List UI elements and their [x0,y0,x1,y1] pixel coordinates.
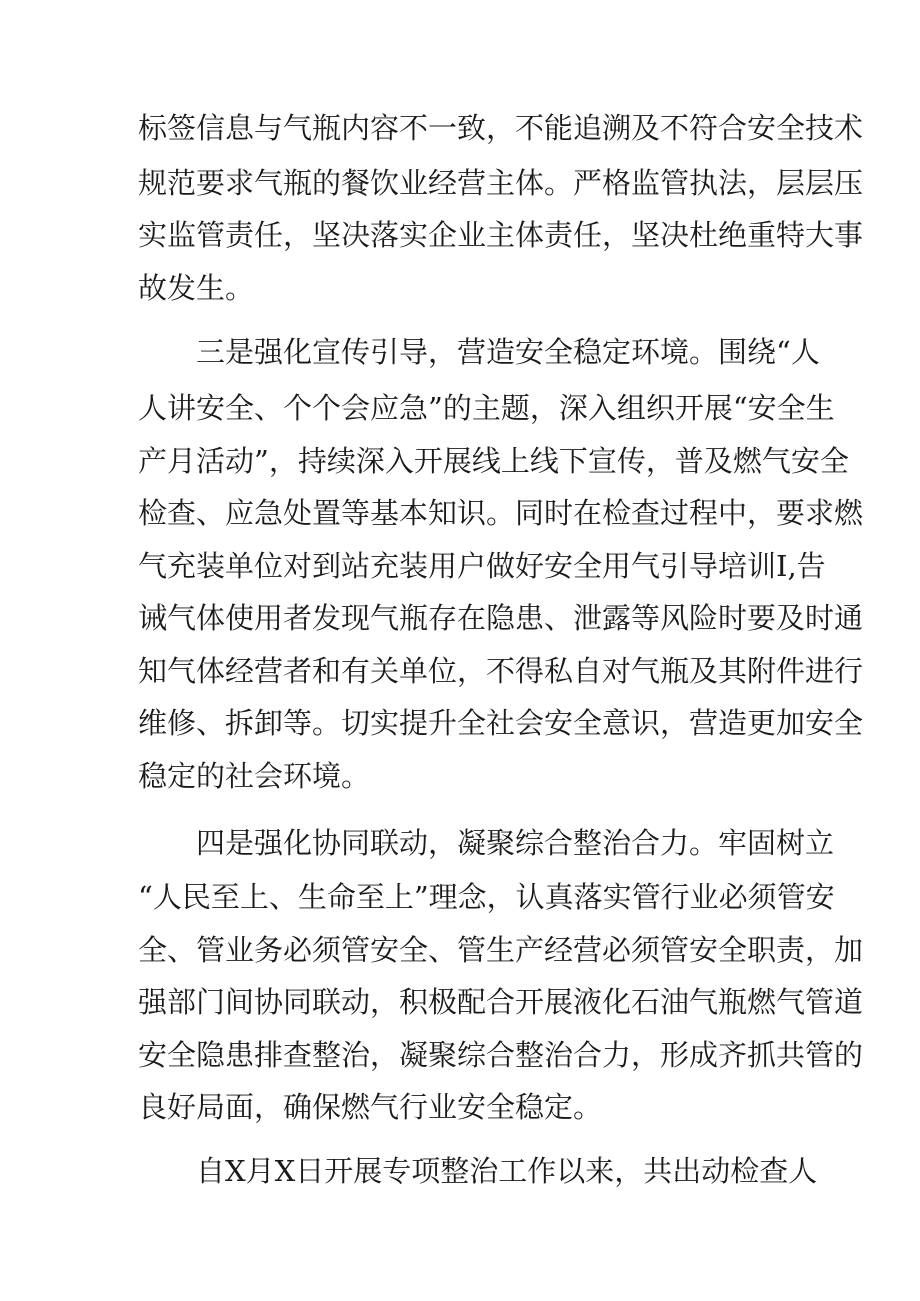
text-line: 强部门间协同联动，积极配合开展液化石油气瓶燃气管道 [138,985,864,1019]
text-line: 故发生。 [138,271,255,305]
text-line: 人讲安全、个个会应急”的主题，深入组织开展“安全生 [138,391,835,425]
text-line: 全、管业务必须管安全、管生产经营必须管安全职责，加 [138,933,864,967]
text-line: 良好局面，确保燃气行业安全稳定。 [138,1090,603,1124]
text-line: 知气体经营者和有关单位，不得私自对气瓶及其附件进行 [138,654,864,688]
text-line: 实监管责任，坚决落实企业主体责任，坚决杜绝重特大事 [138,218,864,252]
text-line: 产月活动”，持续深入开展线上线下宣传，普及燃气安全 [138,444,849,478]
text-line: “人民至上、生命至上”理念，认真落实管行业必须管安 [138,880,835,914]
text-line: 自X月X日开展专项整治工作以来，共出动检查人 [196,1154,818,1188]
text-line: 安全隐患排查整治，凝聚综合整治合力，形成齐抓共管的 [138,1038,864,1072]
text-line: 诫气体使用者发现气瓶存在隐患、泄露等风险时要及时通 [138,601,864,635]
text-line: 稳定的社会环境。 [138,759,371,793]
text-line: 三是强化宣传引导，营造安全稳定环境。围绕“人 [196,335,820,369]
text-line: 标签信息与气瓶内容不一致，不能追溯及不符合安全技术 [138,111,864,145]
text-line: 维修、拆卸等。切实提升全社会安全意识，营造更加安全 [138,706,864,740]
text-line: 规范要求气瓶的餐饮业经营主体。严格监管执法，层层压 [138,166,864,200]
text-line: 四是强化协同联动，凝聚综合整治合力。牢固树立 [196,826,835,860]
text-line: 气充装单位对到站充装用户做好安全用气引导培训I,告 [138,549,826,583]
text-line: 检查、应急处置等基本知识。同时在检查过程中，要求燃 [138,496,864,530]
